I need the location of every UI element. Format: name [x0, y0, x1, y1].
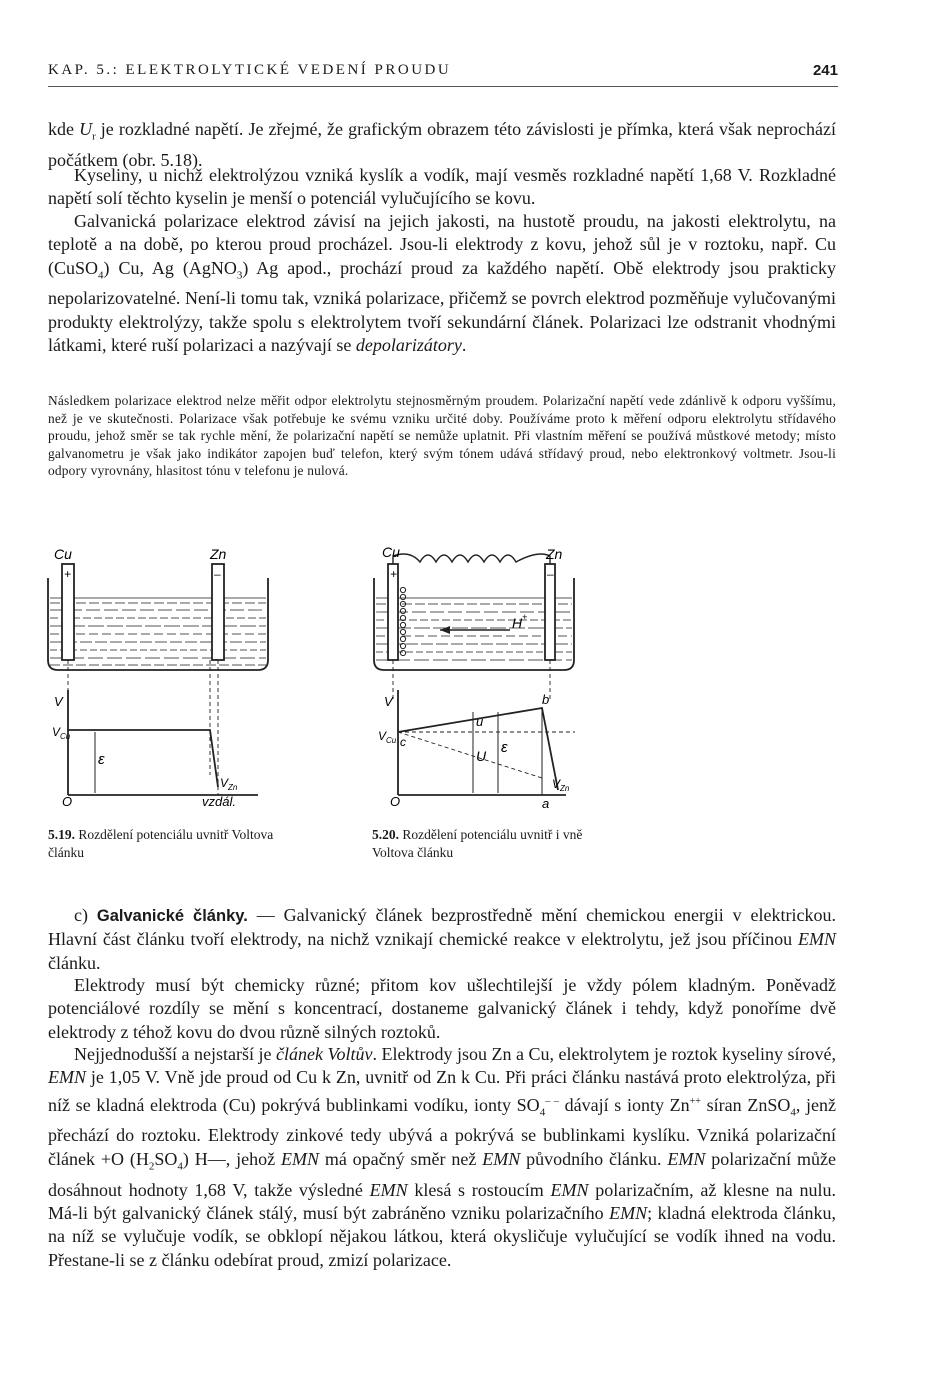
svg-text:Cu: Cu — [386, 736, 397, 745]
figure-5-20-drawing — [370, 540, 600, 820]
external-wire — [393, 554, 550, 564]
svg-text:Zn: Zn — [210, 546, 227, 562]
svg-text:vzdál.: vzdál. — [202, 794, 236, 809]
paragraph-electrodes: Elektrody musí být chemicky různé; přitom kov ušlechtilejší je vždy pólem kladným. Poněvadž potenciálové rozdíly se mění s koncentrací, dostaneme galvanický článek i tehdy, když ponoříme dvě elektrody z téhož kovu do dvou různě silných roztoků. — [48, 975, 836, 1042]
svg-text:c: c — [400, 735, 406, 749]
svg-text:u: u — [476, 714, 484, 729]
svg-text:Cu: Cu — [382, 544, 400, 560]
svg-text:ε: ε — [501, 739, 508, 756]
svg-text:+: + — [64, 567, 72, 581]
svg-text:V: V — [552, 777, 561, 791]
svg-text:Zn: Zn — [546, 546, 563, 562]
svg-text:U: U — [476, 748, 487, 764]
svg-text:Zn: Zn — [560, 784, 570, 793]
svg-text:V: V — [220, 776, 229, 790]
svg-text:V: V — [384, 694, 393, 709]
page-header — [48, 62, 838, 87]
figure-5-19 — [40, 540, 280, 820]
svg-text:b: b — [542, 692, 550, 707]
svg-text:+: + — [390, 567, 398, 581]
small-print-note: Následkem polarizace elektrod nelze měřit odpor elektrolytu stejnosměrným proudem. Polarizační napětí vede zdánlivě k odporu vyššímu, než je ve skutečnosti. Polarizace však potřebuje ke svému vzniku určité doby. Používáme proto k měření odporu elektrolytu střídavého proudu, jehož směr se tak rychle mění, že polarizační napětí se nemůže uplatnit. Při vlastním měření se používá můstkové metody; místo galvanometru je však jako indikátor zapojen buď telefon, který svým tónem udává střídavý proud, nebo elektronkový voltmetr. Jsou-li odpory vyrovnány, hlasitost tónu v telefonu je nulová. — [48, 393, 836, 478]
svg-text:V: V — [378, 729, 387, 743]
paragraph-acids: Kyseliny, u nichž elektrolýzou vzniká kyslík a vodík, mají vesměs rozkladné napětí 1,68 V. Rozkladné napětí solí těchto kyselin je menší o potenciál vylučujícího se kovu. — [48, 165, 836, 209]
svg-text:–: – — [214, 567, 221, 581]
figure-5-20 — [370, 540, 600, 820]
svg-text:+: + — [522, 612, 528, 622]
svg-text:ε: ε — [98, 751, 105, 768]
svg-text:H: H — [512, 615, 523, 631]
electrolyte-hatching — [376, 598, 572, 660]
electrolyte-hatching — [50, 598, 266, 665]
svg-text:V: V — [52, 725, 61, 739]
paragraph-polarization: Galvanická polarizace elektrod závisí na jejich jakosti, na hustotě proudu, na jakosti elektrolytu, na teplotě a na době, po kterou proud procházel. Jsou-li elektrody z kovu, jehož sůl je v roztoku, např. Cu (CuSO$_4$) Cu, Ag (AgNO$_3$) Ag apod., prochází proud za každého napětí. Obě elektrody jsou prakticky nepolarizovatelné. Není-li tomu tak, vzniká polarizace, přičemž se povrch elektrod pozměňuje vylučovanými produkty elektrolýzy, takže spolu s elektrolytem tvoří sekundární článek. Polarizaci lze odstranit vhodnými látkami, které ruší polarizaci a nazývají se depolarizátory. — [48, 211, 836, 356]
paragraph-volta-cell: Nejjednodušší a nejstarší je článek Voltův. Elektrody jsou Zn a Cu, elektrolytem je roztok kyseliny sírové, EMN je 1,05 V. Vně jde proud od Cu k Zn, uvnitř od Zn k Cu. Při práci článku nastává proto elektrolýza, při níž se kladná elektroda (Cu) pokrývá bublinkami vodíku, ionty $SO_4^{- -}$ dávají s ionty Zn++ síran ZnSO$_4$, jenž přechází do roztoku. Elektrody zinkové tedy ubývá a pokrývá se bublinkami kyslíku. Vzniká polarizační článek +O $(H_2SO_4)$ H—, jehož EMN má opačný směr než EMN původního článku. EMN polarizační může dosáhnout hodnoty 1,68 V, takže výsledné EMN klesá s rostoucím EMN polarizačním, až klesne na nulu. Má-li být galvanický článek stálý, musí být zabráněno vzniku polarizačního EMN; kladná elektroda článku, na níž se vylučuje vodík, se obklopí nějakou látkou, která okysličuje vylučující se vodík ihned na vodu. Přestane-li se z článku odebírat proud, zmizí polarizace. — [48, 1044, 837, 1270]
svg-text:Cu: Cu — [60, 732, 71, 741]
running-title: KAP. 5.: ELEKTROLYTICKÉ VEDENÍ PROUDU — [48, 62, 452, 78]
svg-text:a: a — [542, 796, 550, 811]
svg-text:Cu: Cu — [54, 546, 72, 562]
paragraph-galvanic-cells: c) Galvanické články. — Galvanický článek bezprostředně mění chemickou energii v elektrickou. Hlavní část článku tvoří elektrody, na nichž vznikají chemické reakce v elektrolytu, jež jsou příčinou EMN článku. — [48, 905, 836, 973]
figure-5-19-drawing — [40, 540, 280, 820]
svg-text:O: O — [62, 794, 73, 809]
svg-text:V: V — [54, 694, 63, 709]
svg-text:O: O — [390, 794, 401, 809]
figure-5-19-caption: 5.19. Rozdělení potenciálu uvnitř Voltova článku — [48, 827, 274, 860]
paragraph-decomposition-voltage: kde $U_r$ je rozkladné napětí. Je zřejmé, že grafickým obrazem této závislosti je přímka, která však neprochází počátkem (obr. 5.18). — [48, 119, 836, 170]
potential-curve — [68, 730, 218, 787]
figure-5-20-caption: 5.20. Rozdělení potenciálu uvnitř i vně Voltova článku — [372, 827, 583, 860]
vessel — [374, 578, 574, 670]
vessel — [48, 578, 268, 670]
page-number: 241 — [812, 62, 838, 79]
svg-text:–: – — [547, 567, 554, 581]
svg-text:Zn: Zn — [228, 783, 238, 792]
